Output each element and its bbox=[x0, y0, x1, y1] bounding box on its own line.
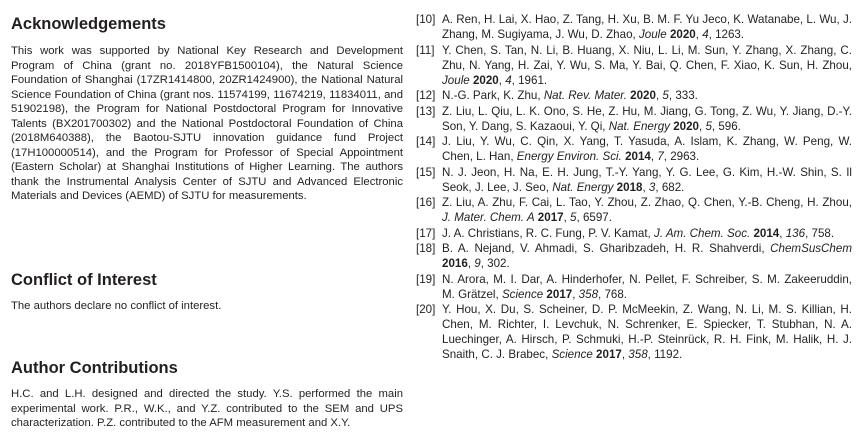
reference-pages: 302. bbox=[487, 257, 510, 270]
reference-item bbox=[416, 226, 852, 241]
reference-number: [15] bbox=[416, 165, 436, 179]
reference-year: 2020 bbox=[630, 89, 656, 102]
reference-pages: 1263. bbox=[715, 28, 745, 41]
reference-authors: Z. Liu, A. Zhu, F. Cai, L. Tao, Y. Zhou, Z. Zhao, Q. Chen, Y.-B. Cheng, H. Zhou, bbox=[442, 196, 852, 209]
reference-item bbox=[416, 12, 852, 42]
reference-volume: 136 bbox=[785, 226, 806, 240]
contributions-heading: Author Contributions bbox=[11, 359, 178, 377]
reference-item bbox=[416, 165, 852, 195]
reference-year: 2017 bbox=[596, 348, 622, 361]
reference-volume: 4 bbox=[702, 28, 709, 41]
reference-pages: 1192. bbox=[654, 348, 683, 361]
references-list bbox=[416, 12, 852, 363]
conflict-text: The authors declare no conflict of interest. bbox=[11, 300, 222, 312]
reference-volume: 5 bbox=[705, 119, 712, 133]
reference-journal: Nat. Energy bbox=[608, 119, 670, 133]
reference-year: 2017 bbox=[546, 287, 573, 301]
reference-journal: J. Mater. Chem. A bbox=[442, 211, 535, 224]
reference-pages: 1961. bbox=[518, 73, 548, 87]
reference-number: [18] bbox=[416, 242, 436, 255]
reference-number: [16] bbox=[416, 196, 436, 209]
reference-journal: Science bbox=[551, 348, 593, 361]
reference-text: N.-G. Park, K. Zhu, Nat. Rev. Mater. 2020, 5, 333. bbox=[442, 89, 698, 102]
acknowledgements-text: This work was supported by National Key Research and Development Program of China (grant no. 2018YFB1500104), the Natural Science Foundation of Shanghai (17ZR1414800, 20ZR1424900), the National Natural Science Foundation of China (grant nos. 11574199, 11674219, 11834011, and 51902198), the Program for National Postdoctoral Program for Innovative Talents (BX201700302) and the National Postdoctoral Foundation of China (2018M640388), the Baotou-SJTU innovation guidance fund Project (17H100000514), and the Program for Professor of Special Appointment (Eastern Scholar) at Shanghai Institutions of Higher Learning. The authors thank the Instrumental Analysis Center of SJTU and Advanced Electronic Materials and Devices (AEMD) of SJTU for measurements. bbox=[11, 45, 403, 202]
reference-number: [17] bbox=[416, 226, 436, 240]
reference-item bbox=[416, 88, 852, 103]
reference-year: 2016 bbox=[442, 257, 468, 270]
reference-text: B. A. Nejand, V. Ahmadi, S. Gharibzadeh, H. R. Shahverdi, ChemSusChem 2016, 9, 302. bbox=[442, 242, 852, 270]
reference-authors: Z. Liu, L. Qiu, L. K. Ono, S. He, Z. Hu, M. Jiang, G. Tong, Z. Wu, Y. Jiang, D.-Y. Son, Y. Dang, S. Kazaoui, Y. Qi, bbox=[442, 104, 852, 133]
reference-year: 2020 bbox=[673, 119, 699, 133]
reference-item bbox=[416, 104, 852, 134]
reference-volume: 9 bbox=[474, 257, 481, 270]
reference-pages: 758. bbox=[811, 226, 835, 240]
reference-text: Z. Liu, A. Zhu, F. Cai, L. Tao, Y. Zhou, Z. Zhao, Q. Chen, Y.-B. Cheng, H. Zhou, J. Mater. Chem. A 2017, 5, 6597. bbox=[442, 196, 852, 224]
reference-journal: Energy Environ. Sci. bbox=[516, 150, 622, 163]
reference-pages: 333. bbox=[675, 89, 698, 102]
reference-authors: N. Arora, M. I. Dar, A. Hinderhofer, N. Pellet, F. Schreiber, S. M. Zakeeruddin, M. Grätzel, bbox=[442, 272, 852, 301]
reference-number: [10] bbox=[416, 13, 436, 26]
reference-number: [12] bbox=[416, 89, 436, 102]
reference-item bbox=[416, 43, 852, 88]
reference-volume: 5 bbox=[662, 89, 669, 102]
reference-authors: N.-G. Park, K. Zhu, bbox=[442, 89, 541, 102]
reference-authors: J. A. Christians, R. C. Fung, P. V. Kamat, bbox=[442, 226, 651, 240]
reference-volume: 358 bbox=[628, 348, 648, 361]
reference-text: J. A. Christians, R. C. Fung, P. V. Kamat, J. Am. Chem. Soc. 2014, 136, 758. bbox=[442, 226, 835, 240]
reference-text: J. Liu, Y. Wu, C. Qin, X. Yang, T. Yasuda, A. Islam, K. Zhang, W. Peng, W. Chen, L. Han, Energy Environ. Sci. 2014, 7, 2963. bbox=[442, 135, 852, 163]
reference-year: 2017 bbox=[537, 211, 564, 224]
reference-journal: Nat. Rev. Mater. bbox=[543, 89, 627, 102]
reference-text: Y. Chen, S. Tan, N. Li, B. Huang, X. Niu, L. Li, M. Sun, Y. Zhang, X. Zhang, C. Zhu, N. Yang, H. Zai, Y. Wu, S. Ma, Y. Bai, Q. Chen, F. Xiao, K. Sun, H. Zhou, Joule 2020, 4, 1961. bbox=[442, 43, 852, 87]
reference-year: 2018 bbox=[616, 180, 643, 194]
reference-item bbox=[416, 272, 852, 302]
reference-authors: Y. Hou, X. Du, S. Scheiner, D. P. McMeekin, Z. Wang, N. Li, M. S. Killian, H. Chen, M. Richter, I. Levchuk, N. Schrenker, E. Spiecker, T. Stubhan, N. A. Luechinger, A. Hirsch, P. Schmuki, H.-P. Steinrück, R. H. Fink, M. Halik, H. J. Snaith, C. J. Brabec, bbox=[442, 303, 852, 361]
reference-authors: B. A. Nejand, V. Ahmadi, S. Gharibzadeh, H. R. Shahverdi, bbox=[442, 242, 765, 255]
reference-journal: Science bbox=[501, 287, 544, 301]
reference-journal: Joule bbox=[442, 73, 470, 87]
reference-text: Y. Hou, X. Du, S. Scheiner, D. P. McMeekin, Z. Wang, N. Li, M. S. Killian, H. Chen, M. Richter, I. Levchuk, N. Schrenker, E. Spiecker, T. Stubhan, N. A. Luechinger, A. Hirsch, P. Schmuki, H.-P. Steinrück, R. H. Fink, M. Halik, H. J. Snaith, C. J. Brabec, Science 2017, 358, 1192. bbox=[442, 303, 852, 361]
reference-volume: 7 bbox=[657, 150, 664, 163]
reference-volume: 3 bbox=[648, 180, 656, 194]
contributions-text: H.C. and L.H. designed and directed the study. Y.S. performed the main experimental work. P.R., W.K., and Y.Z. contributed to the SEM and UPS characterization. P.Z. contributed to the AFM measurement and X.Y. bbox=[11, 388, 403, 429]
acknowledgements-heading: Acknowledgements bbox=[11, 15, 166, 33]
reference-number: [14] bbox=[416, 135, 436, 148]
reference-year: 2020 bbox=[472, 73, 499, 87]
reference-journal: ChemSusChem bbox=[770, 242, 852, 255]
reference-year: 2014 bbox=[753, 226, 780, 240]
reference-pages: 6597. bbox=[582, 211, 612, 224]
conflict-heading: Conflict of Interest bbox=[11, 271, 157, 289]
reference-text: Z. Liu, L. Qiu, L. K. Ono, S. He, Z. Hu, M. Jiang, G. Tong, Z. Wu, Y. Jiang, D.-Y. Son, Y. Dang, S. Kazaoui, Y. Qi, Nat. Energy 2020, 5, 596. bbox=[442, 104, 852, 133]
reference-pages: 768. bbox=[604, 287, 628, 301]
reference-authors: N. J. Jeon, H. Na, E. H. Jung, T.-Y. Yang, Y. G. Lee, G. Kim, H.-W. Shin, S. Il Seok, J. Lee, J. Seo, bbox=[442, 165, 852, 194]
reference-volume: 4 bbox=[505, 73, 512, 87]
reference-pages: 2963. bbox=[670, 150, 700, 163]
reference-number: [20] bbox=[416, 303, 436, 316]
reference-number: [19] bbox=[416, 272, 436, 286]
reference-year: 2014 bbox=[625, 150, 651, 163]
reference-authors: Y. Chen, S. Tan, N. Li, B. Huang, X. Niu, L. Li, M. Sun, Y. Zhang, X. Zhang, C. Zhu, N. Yang, H. Zai, Y. Wu, S. Ma, Y. Bai, Q. Chen, F. Xiao, K. Sun, H. Zhou, bbox=[442, 43, 852, 72]
reference-authors: J. Liu, Y. Wu, C. Qin, X. Yang, T. Yasuda, A. Islam, K. Zhang, W. Peng, W. Chen, L. Han, bbox=[442, 135, 852, 163]
reference-text: A. Ren, H. Lai, X. Hao, Z. Tang, H. Xu, B. M. F. Yu Jeco, K. Watanabe, L. Wu, J. Zhang, M. Sugiyama, J. Wu, D. Zhao, Joule 2020, 4, 1263. bbox=[442, 13, 852, 41]
reference-item bbox=[416, 195, 852, 225]
reference-journal: Nat. Energy bbox=[552, 180, 614, 194]
reference-number: [11] bbox=[416, 43, 435, 57]
reference-text: N. Arora, M. I. Dar, A. Hinderhofer, N. Pellet, F. Schreiber, S. M. Zakeeruddin, M. Grätzel, Science 2017, 358, 768. bbox=[442, 272, 852, 301]
reference-volume: 358 bbox=[578, 287, 599, 301]
reference-journal: J. Am. Chem. Soc. bbox=[654, 226, 751, 240]
reference-authors: A. Ren, H. Lai, X. Hao, Z. Tang, H. Xu, B. M. F. Yu Jeco, K. Watanabe, L. Wu, J. Zhang, M. Sugiyama, J. Wu, D. Zhao, bbox=[442, 13, 852, 41]
reference-journal: Joule bbox=[638, 28, 667, 41]
reference-text: N. J. Jeon, H. Na, E. H. Jung, T.-Y. Yang, Y. G. Lee, G. Kim, H.-W. Shin, S. Il Seok, J. Lee, J. Seo, Nat. Energy 2018, 3, 682. bbox=[442, 165, 852, 194]
reference-number: [13] bbox=[416, 104, 436, 118]
reference-item bbox=[416, 134, 852, 164]
reference-item bbox=[416, 241, 852, 271]
reference-volume: 5 bbox=[570, 211, 577, 224]
reference-item bbox=[416, 302, 852, 362]
reference-pages: 682. bbox=[661, 180, 685, 194]
reference-pages: 596. bbox=[718, 119, 741, 133]
reference-year: 2020 bbox=[669, 28, 696, 41]
